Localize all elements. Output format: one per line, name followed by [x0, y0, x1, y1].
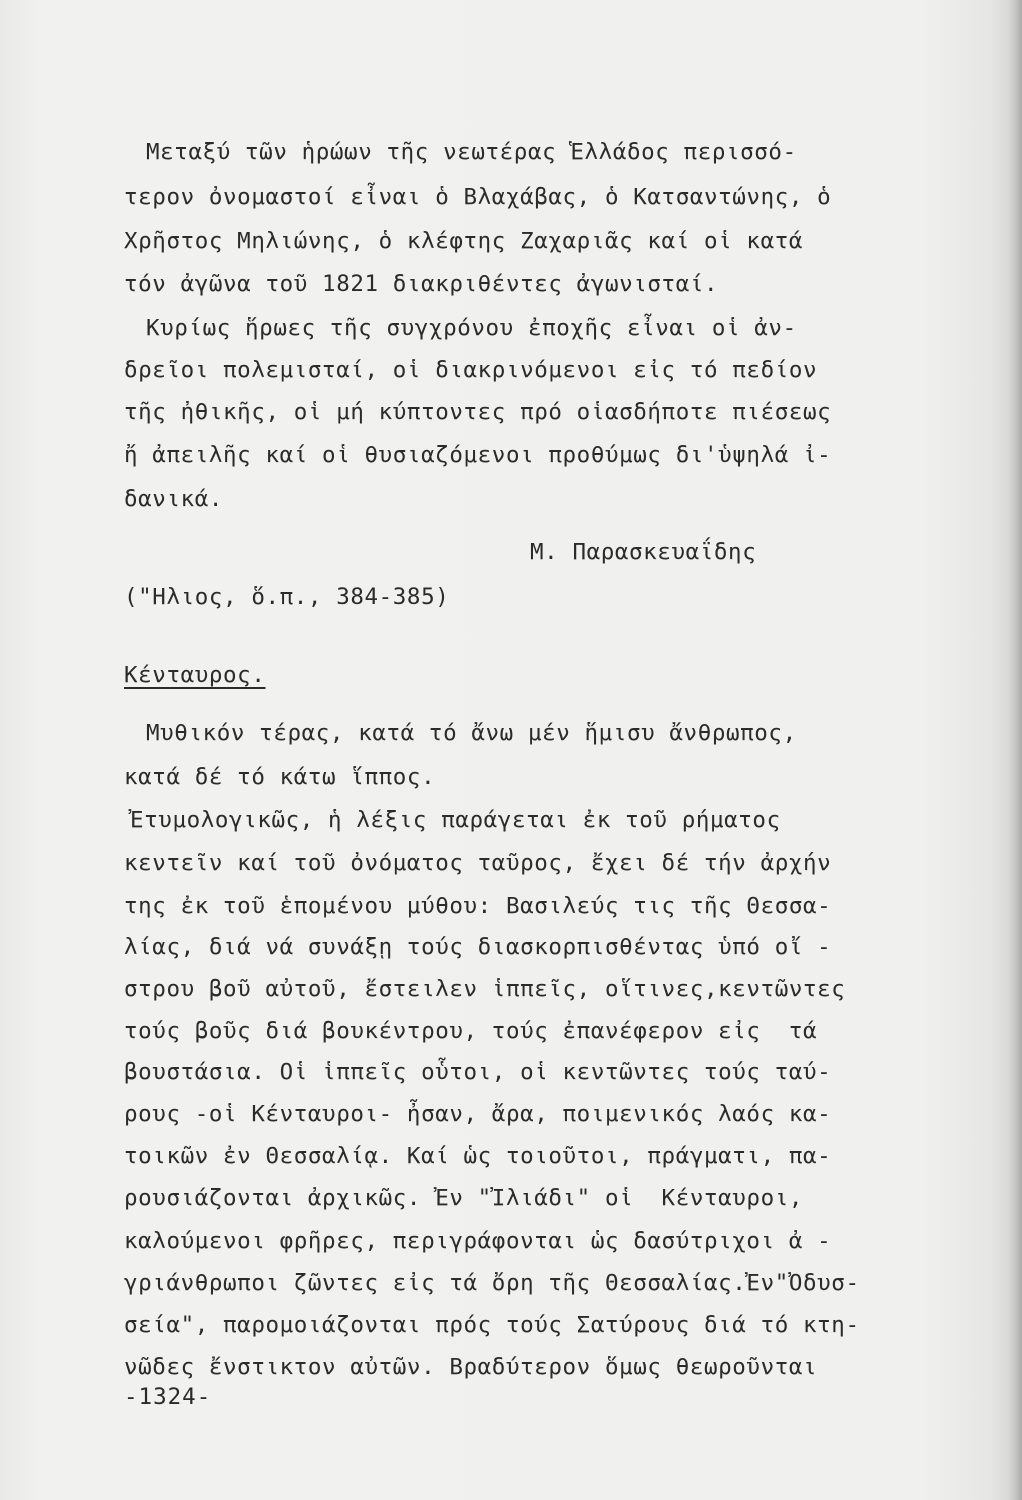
- page-edge-shadow: [1008, 0, 1022, 1500]
- text-line: κατά δέ τό κάτω ἵππος.: [124, 764, 436, 790]
- text-line: ἤ ἀπειλῆς καί οἱ θυσιαζόμενοι προθύμως δι'ὑψηλά ἰ-: [124, 442, 832, 468]
- source-citation: ("Ηλιος, ὅ.π., 384-385): [124, 584, 450, 610]
- text-line: τῆς ἠθικῆς, οἱ μή κύπτοντες πρό οἱασδήποτε πιέσεως: [124, 399, 832, 425]
- text-line: σεία", παρομοιάζονται πρός τούς Σατύρους διά τό κτη-: [124, 1312, 860, 1338]
- text-line: νῶδες ἔνστικτον αὐτῶν. Βραδύτερον ὅμως θεωροῦνται: [124, 1354, 818, 1380]
- text-line: Μεταξύ τῶν ἡρώων τῆς νεωτέρας Ἑλλάδος περισσό-: [146, 139, 797, 165]
- text-line: λίας, διά νά συνάξῃ τούς διασκορπισθέντας ὑπό οἴ -: [124, 934, 832, 960]
- text-line: Μυθικόν τέρας, κατά τό ἄνω μέν ἥμισυ ἄνθρωπος,: [146, 720, 797, 746]
- text-line: τόν ἀγῶνα τοῦ 1821 διακριθέντες ἀγωνισταί.: [124, 271, 719, 297]
- author-name: Μ. Παρασκευαΐδης: [530, 539, 757, 565]
- text-line: γριάνθρωποι ζῶντες εἰς τά ὄρη τῆς Θεσσαλίας.Ἐν"Ὀδυσ-: [124, 1270, 860, 1296]
- text-line: Χρῆστος Μηλιώνης, ὁ κλέφτης Ζαχαριᾶς καί οἱ κατά: [124, 228, 804, 254]
- text-line: δρεῖοι πολεμισταί, οἱ διακρινόμενοι εἰς τό πεδίον: [124, 357, 818, 383]
- text-line: ρους -οἱ Κένταυροι- ἦσαν, ἄρα, ποιμενικός λαός κα-: [124, 1101, 832, 1127]
- text-line: Κυρίως ἥρωες τῆς συγχρόνου ἐποχῆς εἶναι οἱ ἀν-: [146, 315, 797, 341]
- text-line: ρουσιάζονται ἀρχικῶς. Ἐν "Ἰλιάδι" οἱ Κένταυροι,: [124, 1185, 804, 1211]
- text-line: καλούμενοι φρῆρες, περιγράφονται ὡς δασύτριχοι ἀ -: [124, 1228, 832, 1254]
- page-number: -1324-: [124, 1384, 212, 1410]
- text-line: κεντεῖν καί τοῦ ὀνόματος ταῦρος, ἔχει δέ τήν ἀρχήν: [124, 850, 832, 876]
- text-line: τοικῶν ἐν Θεσσαλίᾳ. Καί ὡς τοιοῦτοι, πράγματι, πα-: [124, 1143, 832, 1169]
- text-line: τερον ὀνομαστοί εἶναι ὁ Βλαχάβας, ὁ Κατσαντώνης, ὁ: [124, 184, 832, 210]
- text-line: στρου βοῦ αὐτοῦ, ἔστειλεν ἱππεῖς, οἵτινες,κεντῶντες: [124, 976, 846, 1002]
- text-line: τούς βοῦς διά βουκέντρου, τούς ἐπανέφερον εἰς τά: [124, 1018, 818, 1044]
- text-line: βουστάσια. Οἱ ἱππεῖς οὗτοι, οἱ κεντῶντες τούς ταύ-: [124, 1059, 832, 1085]
- text-line: δανικά.: [124, 486, 224, 512]
- text-line: Ἐτυμολογικῶς, ἡ λέξις παράγεται ἐκ τοῦ ρήματος: [130, 807, 781, 833]
- text-line: της ἐκ τοῦ ἑπομένου μύθου: Βασιλεύς τις τῆς Θεσσα-: [124, 893, 832, 919]
- section-heading: Κένταυρος.: [124, 662, 266, 688]
